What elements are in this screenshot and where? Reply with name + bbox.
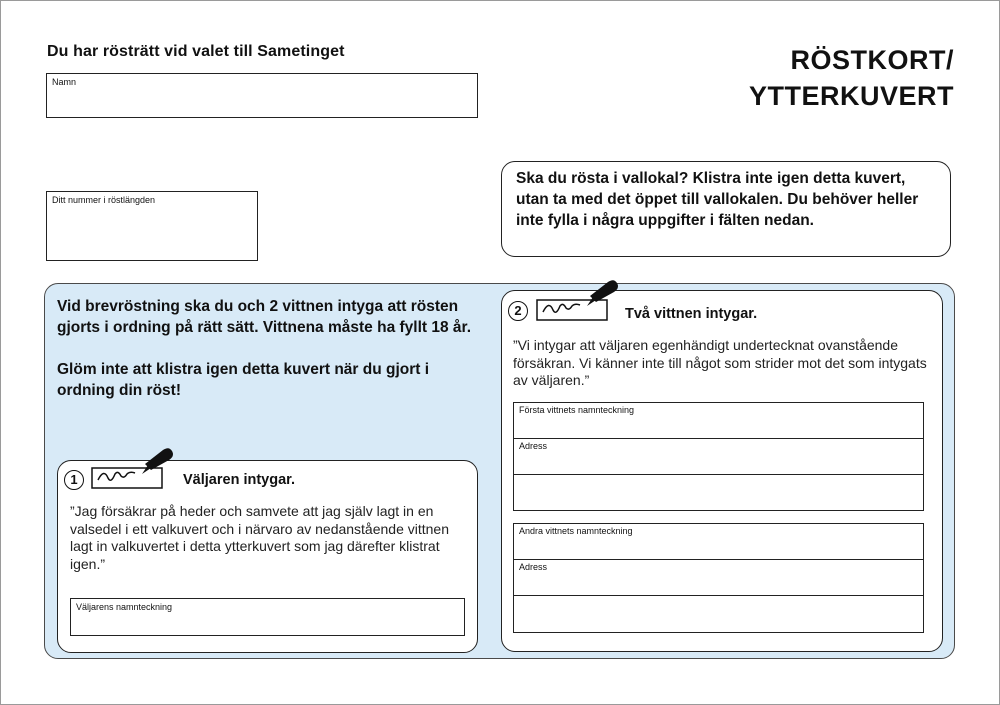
document-title-line2: YTTERKUVERT bbox=[748, 81, 954, 111]
voter-signature-label: Väljarens namnteckning bbox=[76, 602, 173, 612]
document-title-line1: RÖSTKORT/ bbox=[790, 45, 954, 75]
voter-signature-field[interactable] bbox=[70, 598, 465, 636]
first-witness-fields bbox=[513, 402, 924, 511]
first-witness-address-label: Adress bbox=[519, 441, 548, 451]
first-witness-address-line2-field[interactable] bbox=[514, 475, 923, 510]
name-field[interactable] bbox=[46, 73, 478, 118]
voter-number-field[interactable] bbox=[46, 191, 258, 261]
second-witness-address-field[interactable] bbox=[514, 560, 923, 596]
second-witness-signature-label: Andra vittnets namnteckning bbox=[519, 526, 633, 536]
pen-signature-icon bbox=[90, 444, 178, 490]
pen-signature-icon bbox=[535, 278, 623, 324]
polling-station-info-text: Ska du rösta i vallokal? Klistra inte igen detta kuvert, utan ta med det öppet till vallokalen. Du behöver heller inte fylla i några uppgifter i fälten nedan. bbox=[516, 170, 919, 229]
second-witness-address-label: Adress bbox=[519, 562, 548, 572]
first-witness-address-field[interactable] bbox=[514, 439, 923, 475]
voter-declaration-text: ”Jag försäkrar på heder och samvete att jag själv lagt in en valsedel i ett valkuvert och i närvaro av nedanstående vittnen lagt in valkuvertet i detta ytterkuvert som jag därefter klistrat igen.” bbox=[70, 503, 450, 572]
instruction-witnesses: Vid brevröstning ska du och 2 vittnen intyga att rösten gjorts i ordning på rätt sätt. Vittnena måste ha fyllt 18 år. bbox=[57, 298, 472, 336]
step-one-badge: 1 bbox=[64, 470, 84, 490]
page-heading: Du har rösträtt vid valet till Sametinget bbox=[47, 43, 345, 60]
witness-card-title: Två vittnen intygar. bbox=[625, 306, 758, 322]
voter-number-field-label: Ditt nummer i röstlängden bbox=[52, 195, 156, 205]
name-field-label: Namn bbox=[52, 77, 77, 87]
instruction-seal-envelope: Glöm inte att klistra igen detta kuvert när du gjort i ordning din röst! bbox=[57, 361, 430, 399]
second-witness-signature-field[interactable] bbox=[514, 524, 923, 560]
first-witness-signature-label: Första vittnets namnteckning bbox=[519, 405, 635, 415]
postal-vote-instructions bbox=[57, 296, 477, 401]
step-two-badge: 2 bbox=[508, 301, 528, 321]
witness-declaration-text: ”Vi intygar att väljaren egenhändigt undertecknat ovanstående försäkran. Vi känner inte till något som strider mot det som intygats av väljaren.” bbox=[513, 337, 927, 388]
second-witness-address-line2-field[interactable] bbox=[514, 596, 923, 632]
polling-station-info-box bbox=[501, 161, 951, 257]
voter-card-title: Väljaren intygar. bbox=[183, 472, 296, 488]
first-witness-signature-field[interactable] bbox=[514, 403, 923, 439]
second-witness-fields bbox=[513, 523, 924, 633]
document-title bbox=[694, 42, 954, 114]
